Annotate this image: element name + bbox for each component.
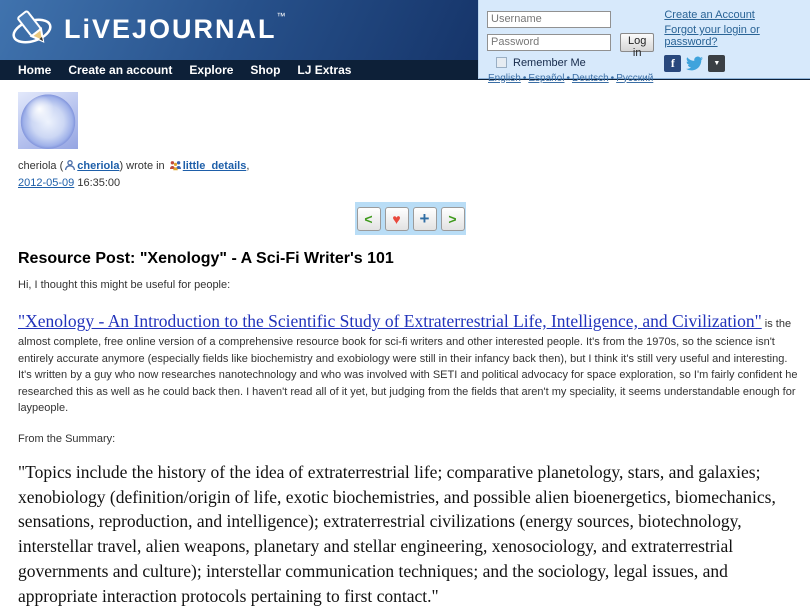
logo-wordmark: LiVEJOURNAL	[64, 14, 277, 44]
nav-lj-extras[interactable]: LJ Extras	[297, 63, 352, 77]
lang-deutsch[interactable]: Deutsch	[571, 72, 609, 84]
dateline	[18, 177, 802, 189]
byline	[18, 159, 802, 174]
community-link[interactable]: little_details	[182, 160, 247, 172]
add-to-memories-button[interactable]: +	[413, 207, 437, 231]
lang-separator: •	[566, 72, 570, 84]
paragraph-1-text: is the almost complete, free online version of a comprehensive resource book for sci-fi writers and other interested people. It's from the 1970s, so the science isn't entirely accurate anymore (especially fields like biochemistry and exobiology were still in their infancy back then), but I think it's still very useful and interesting. It's written by a guy who now researches nanotechnology and who was involved with SETI and political advocacy for space exploration, so I'm fairly confident he researched this as well as he could back then. I haven't read all of it yet, but judging from the fields that aren't my speciality, it seems understandable enough for laypeople.	[18, 318, 798, 415]
remember-me-label: Remember Me	[513, 56, 586, 69]
trademark-symbol: ™	[276, 11, 286, 21]
nav-explore[interactable]: Explore	[189, 63, 234, 77]
like-heart-button[interactable]: ♥	[385, 207, 409, 231]
xenology-book-link[interactable]: "Xenology - An Introduction to the Scientific Study of Extraterrestrial Life, Intelligence, and Civilization"	[18, 311, 762, 331]
lang-russian[interactable]: Русский	[616, 72, 654, 84]
from-summary-label: From the Summary:	[18, 432, 116, 445]
lang-separator: •	[522, 72, 527, 84]
entry-time: 16:35:00	[77, 177, 121, 189]
byline-suffix: ,	[246, 160, 250, 172]
post-paragraph-1	[18, 308, 802, 417]
nav-shop[interactable]: Shop	[250, 63, 281, 77]
entry-nav-toolbar	[355, 202, 466, 235]
next-entry-button[interactable]: >	[441, 207, 465, 231]
nav-create-account[interactable]: Create an account	[68, 63, 173, 77]
author-link[interactable]: cheriola	[77, 160, 120, 172]
password-input[interactable]	[487, 34, 611, 51]
lang-english[interactable]: English	[488, 72, 521, 84]
language-links	[488, 73, 654, 84]
nav-home[interactable]: Home	[18, 63, 52, 77]
share-dropdown-icon[interactable]	[708, 55, 725, 72]
twitter-icon[interactable]	[686, 55, 703, 72]
post-title: Resource Post: "Xenology" - A Sci-Fi Writer's 101	[18, 250, 394, 267]
lang-espanol[interactable]: Español	[528, 72, 565, 84]
log-in-button[interactable]: Log in	[620, 33, 654, 52]
dropdown-arrow-glyph: ▼	[713, 60, 721, 67]
summary-quote: "Topics include the history of the idea of extraterrestrial life; comparative planetology, stars, and galaxies; xenobiology (definition/origin of life, exotic biochemistries, and possible alien bioenergetics, biomechanics, sensations, reproduction, and intelligence); extraterrestrial civilizations (energy sources, biotechnology, interstellar travel, alien weapons, planetary and stellar engineering, xenosociology, and extraterrestrial governments and culture); interstellar communication techniques; and the sociology, legal issues, and appropriate interaction protocols pertaining to first contact."	[18, 461, 776, 606]
user-avatar[interactable]	[18, 92, 78, 149]
remember-me-checkbox[interactable]	[496, 57, 507, 68]
login-panel	[478, 0, 810, 84]
previous-entry-button[interactable]: <	[357, 207, 381, 231]
username-input[interactable]	[487, 11, 611, 28]
lang-separator: •	[610, 72, 615, 84]
byline-author-prefix: cheriola (	[18, 160, 64, 172]
byline-middle: ) wrote in	[119, 160, 168, 172]
create-account-link[interactable]: Create an Account	[664, 9, 755, 21]
post-intro: Hi, I thought this might be useful for people:	[18, 279, 231, 291]
site-header	[0, 0, 810, 84]
user-icon	[64, 159, 76, 174]
pencil-orbit-logo-icon	[9, 6, 55, 57]
entry-date-link[interactable]: 2012-05-09	[18, 177, 75, 189]
livejournal-logo[interactable]	[8, 6, 286, 57]
entry-content	[0, 80, 810, 609]
community-icon	[169, 159, 182, 174]
facebook-icon[interactable]	[664, 55, 681, 72]
facebook-glyph: f	[670, 56, 675, 70]
forgot-password-link[interactable]: Forgot your login or password?	[664, 24, 760, 48]
